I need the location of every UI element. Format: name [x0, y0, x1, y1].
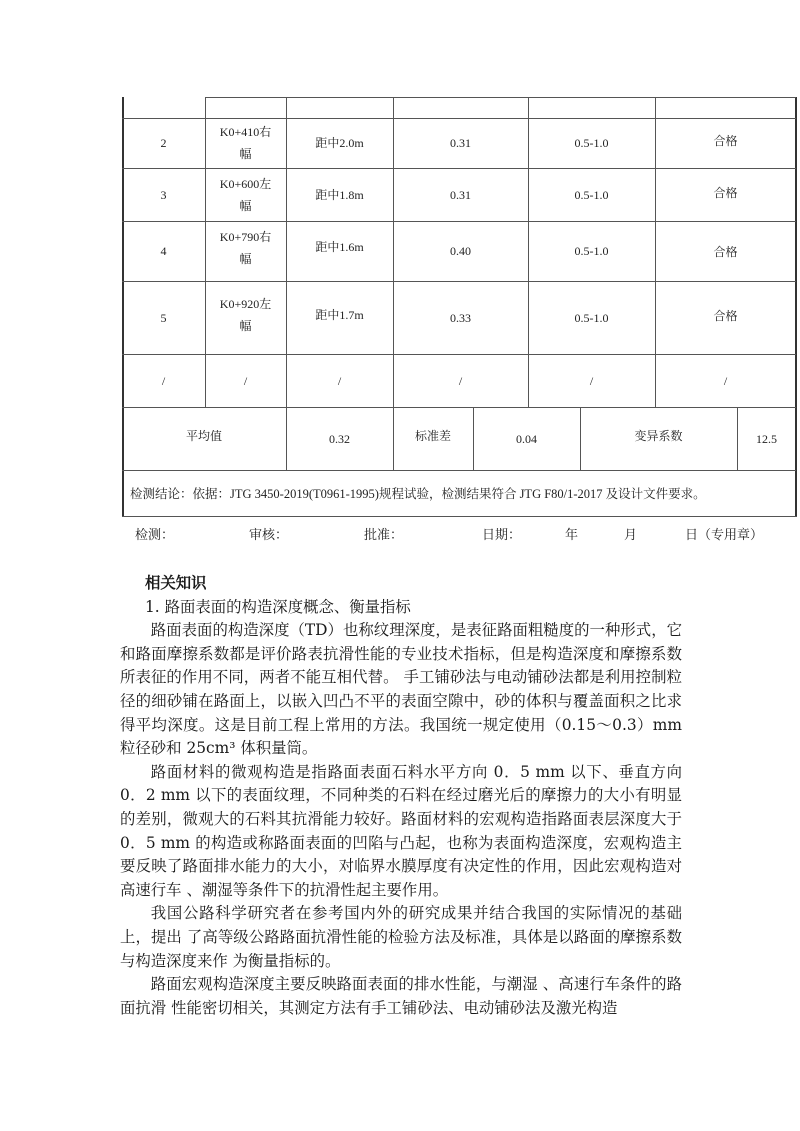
cv-value: 12.5 — [756, 431, 777, 446]
paragraph: 路面宏观构造深度主要反映路面表面的排水性能，与潮湿 、高速行车条件的路面抗滑 性能密切相关，其测定方法有手工铺砂法、电动铺砂法及激光构造 — [120, 975, 682, 1017]
table-bottom-line — [122, 516, 797, 517]
cell-depth: 0.33 — [450, 310, 471, 325]
cell-position: 距中1.7m — [315, 307, 364, 322]
sign-day: 日（专用章） — [685, 527, 764, 542]
cv-label: 变异系数 — [634, 428, 683, 443]
section-heading: 相关知识 — [145, 574, 207, 592]
cell-station: / — [243, 373, 248, 388]
cell-spec: / — [589, 373, 594, 388]
cell-spec: 0.5-1.0 — [574, 187, 609, 202]
paragraph: 我国公路科学研究者在参考国内外的研究成果并结合我国的实际情况的基础上，提出 了高等级公路路面抗滑性能的检验方法及标准，具体是以路面的摩擦系数与构造深度来作 为衡量指标的。 — [120, 904, 682, 970]
station-line1: K0+600左 — [219, 176, 272, 191]
paragraph: 路面材料的微观构造是指路面表面石料水平方向 0．5 mm 以下、垂直方向 0．2 mm 以下的表面纹理，不同种类的石料在经过磨光后的摩擦力的大小有明显的差别，微观大的石料其抗滑能力较好。路面材料的宏观构造指路面表层深度大于 0．5 mm 的构造或称路面表面的凹陷与凸起，也称为表面构造深度，宏观构造主要反映了路面排水能力的大小，对临界水膜厚度有决定性的作用，因此宏观构造对高速行车 、潮湿等条件下的抗滑性起主要作用。 — [120, 762, 682, 899]
related-knowledge-section — [120, 572, 682, 1020]
cell-position: 距中1.8m — [315, 187, 364, 202]
cell-result: 合格 — [713, 245, 738, 259]
cell-spec: 0.5-1.0 — [574, 244, 609, 258]
cell-no: 4 — [160, 244, 167, 258]
sign-review: 审核： — [249, 527, 289, 542]
test-conclusion: 检测结论：依据：JTG 3450-2019(T0961-1995)规程试验，检测结果符合 JTG F80/1-2017 及设计文件要求。 — [130, 487, 706, 501]
cell-depth: 0.31 — [450, 187, 471, 202]
sign-approve: 批准： — [364, 527, 404, 542]
table-top-line — [205, 97, 796, 98]
cell-depth: 0.31 — [450, 136, 471, 150]
cell-result: 合格 — [713, 186, 738, 200]
station-line1: K0+410右 — [219, 125, 272, 139]
cell-no: 5 — [160, 310, 167, 325]
cell-no: / — [161, 373, 166, 388]
section-subheading: 1. 路面表面的构造深度概念、衡量指标 — [145, 597, 411, 616]
station-line2: 幅 — [239, 198, 252, 213]
cell-station — [205, 168, 286, 221]
sign-month: 月 — [624, 527, 638, 542]
station-line1: K0+920左 — [219, 296, 272, 311]
cell-depth: 0.40 — [450, 244, 471, 258]
sign-year: 年 — [565, 527, 579, 542]
cell-position: 距中1.6m — [315, 240, 364, 254]
paragraph: 路面表面的构造深度（TD）也称纹理深度，是表征路面粗糙度的一种形式，它和路面摩擦系数都是评价路表抗滑性能的专业技术指标，但是构造深度和摩擦系数所表征的作用不同，两者不能互相代替。 手工铺砂法与电动铺砂法都是利用控制粒径的细砂铺在路面上，以嵌入凹凸不平的表面空隙中，砂的体积与覆盖面积之比求得平均深度。这是目前工程上常用的方法。我国统一规定使用（0.15～0.3）mm 粒径砂和 25cm³ 体积量筒。 — [120, 621, 682, 758]
row-line — [122, 470, 796, 471]
cell-station — [205, 221, 286, 281]
cell-spec: 0.5-1.0 — [574, 310, 609, 325]
cell-station — [205, 118, 286, 168]
cell-position: 距中2.0m — [315, 136, 364, 150]
cell-no: 2 — [160, 136, 167, 150]
cell-result: 合格 — [713, 134, 738, 148]
cell-result: / — [723, 373, 728, 388]
cell-spec: 0.5-1.0 — [574, 136, 609, 150]
station-line2: 幅 — [239, 147, 252, 161]
cell-station — [205, 281, 286, 354]
mean-value: 0.32 — [329, 431, 350, 446]
cell-result: 合格 — [713, 308, 738, 323]
mean-label: 平均值 — [185, 428, 222, 443]
sign-date: 日期： — [482, 527, 522, 542]
station-line2: 幅 — [239, 252, 252, 266]
cell-depth: / — [458, 373, 463, 388]
station-line2: 幅 — [239, 318, 252, 333]
std-value: 0.04 — [516, 431, 537, 446]
station-line1: K0+790右 — [219, 230, 272, 244]
std-label: 标准差 — [414, 428, 451, 443]
cell-position: / — [337, 373, 342, 388]
sign-inspect: 检测： — [135, 527, 175, 542]
cell-no: 3 — [160, 187, 167, 202]
